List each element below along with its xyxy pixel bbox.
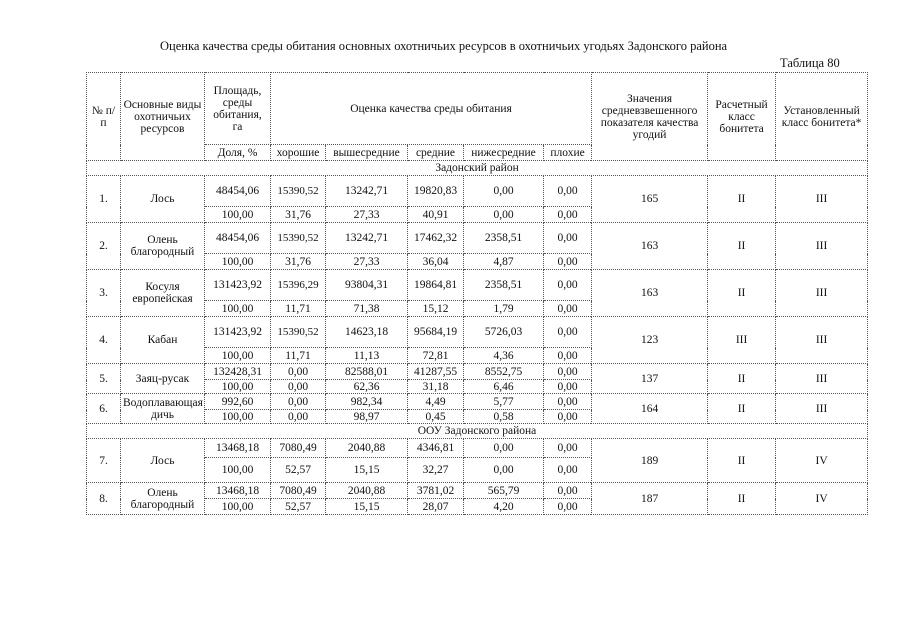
percent-value: 15,15: [326, 458, 408, 483]
table-row: [87, 223, 868, 254]
species-name: Заяц-русак: [121, 364, 205, 394]
below-value: 2358,51: [464, 223, 544, 254]
mid-value: 17462,32: [408, 223, 464, 254]
percent-value: 72,81: [408, 348, 464, 364]
row-number: 2.: [87, 223, 121, 270]
table-row: [87, 439, 868, 458]
row-number: 5.: [87, 364, 121, 394]
weighted-value: 137: [592, 364, 708, 394]
species-name: Косуля европейская: [121, 270, 205, 317]
above-value: 93804,31: [326, 270, 408, 301]
percent-value: 6,46: [464, 380, 544, 394]
percent-value: 15,12: [408, 301, 464, 317]
percent-value: 100,00: [205, 458, 271, 483]
set-class: III: [776, 270, 868, 317]
percent-value: 0,00: [464, 207, 544, 223]
table-row: [87, 176, 868, 207]
mid-value: 19820,83: [408, 176, 464, 207]
percent-value: 4,36: [464, 348, 544, 364]
area-value: 13468,18: [205, 439, 271, 458]
row-number: 8.: [87, 483, 121, 515]
species-name: Олень благородный: [121, 483, 205, 515]
row-number: 6.: [87, 394, 121, 424]
good-value: 7080,49: [271, 439, 326, 458]
percent-value: 0,00: [544, 458, 592, 483]
row-number: 4.: [87, 317, 121, 364]
percent-value: 71,38: [326, 301, 408, 317]
bad-value: 0,00: [544, 223, 592, 254]
header-area: Площадь, среды обитания, га: [205, 73, 271, 145]
above-value: 82588,01: [326, 364, 408, 380]
weighted-value: 163: [592, 223, 708, 270]
percent-value: 0,00: [544, 380, 592, 394]
header-weighted: Значения средневзвешенного показателя качества угодий: [592, 73, 708, 161]
good-value: 15396,29: [271, 270, 326, 301]
mid-value: 19864,81: [408, 270, 464, 301]
percent-value: 11,71: [271, 348, 326, 364]
percent-value: 40,91: [408, 207, 464, 223]
bad-value: 0,00: [544, 483, 592, 499]
percent-value: 0,00: [544, 254, 592, 270]
bad-value: 0,00: [544, 317, 592, 348]
area-value: 48454,06: [205, 176, 271, 207]
set-class: III: [776, 364, 868, 394]
set-class: IV: [776, 483, 868, 515]
header-set-class: Установленный класс бонитета*: [776, 73, 868, 161]
area-value: 132428,31: [205, 364, 271, 380]
species-name: Лось: [121, 439, 205, 483]
table-row: [87, 317, 868, 348]
header-above: вышесредние: [326, 145, 408, 161]
percent-value: 0,00: [544, 499, 592, 515]
good-value: 0,00: [271, 364, 326, 380]
habitat-quality-table: [86, 72, 868, 515]
set-class: III: [776, 223, 868, 270]
percent-value: 27,33: [326, 254, 408, 270]
section-title: ООУ Задонского района: [87, 424, 868, 439]
species-name: Олень благородный: [121, 223, 205, 270]
species-name: Водоплавающая дичь: [121, 394, 205, 424]
section-row: [87, 161, 868, 176]
mid-value: 4346,81: [408, 439, 464, 458]
table-number: Таблица 80: [780, 56, 840, 70]
mid-value: 3781,02: [408, 483, 464, 499]
good-value: 15390,52: [271, 223, 326, 254]
calc-class: II: [708, 176, 776, 223]
above-value: 14623,18: [326, 317, 408, 348]
header-mid: средние: [408, 145, 464, 161]
bad-value: 0,00: [544, 270, 592, 301]
header-good: хорошие: [271, 145, 326, 161]
good-value: 7080,49: [271, 483, 326, 499]
percent-value: 100,00: [205, 410, 271, 424]
area-value: 48454,06: [205, 223, 271, 254]
mid-value: 95684,19: [408, 317, 464, 348]
percent-value: 0,45: [408, 410, 464, 424]
percent-value: 11,71: [271, 301, 326, 317]
percent-value: 0,00: [544, 348, 592, 364]
percent-value: 62,36: [326, 380, 408, 394]
percent-value: 100,00: [205, 499, 271, 515]
above-value: 13242,71: [326, 176, 408, 207]
percent-value: 0,00: [271, 380, 326, 394]
percent-value: 100,00: [205, 348, 271, 364]
set-class: IV: [776, 439, 868, 483]
calc-class: II: [708, 223, 776, 270]
below-value: 0,00: [464, 176, 544, 207]
percent-value: 100,00: [205, 254, 271, 270]
percent-value: 32,27: [408, 458, 464, 483]
bad-value: 0,00: [544, 439, 592, 458]
percent-value: 98,97: [326, 410, 408, 424]
area-value: 13468,18: [205, 483, 271, 499]
weighted-value: 187: [592, 483, 708, 515]
percent-value: 4,20: [464, 499, 544, 515]
table-row: [87, 270, 868, 301]
weighted-value: 189: [592, 439, 708, 483]
weighted-value: 164: [592, 394, 708, 424]
percent-value: 36,04: [408, 254, 464, 270]
good-value: 0,00: [271, 394, 326, 410]
header-below: нижесредние: [464, 145, 544, 161]
header-calc-class: Расчетный класс бонитета: [708, 73, 776, 161]
header-num: № п/п: [87, 73, 121, 161]
row-number: 1.: [87, 176, 121, 223]
below-value: 5,77: [464, 394, 544, 410]
table-row: [87, 394, 868, 410]
weighted-value: 163: [592, 270, 708, 317]
calc-class: II: [708, 364, 776, 394]
percent-value: 11,13: [326, 348, 408, 364]
percent-value: 15,15: [326, 499, 408, 515]
below-value: 5726,03: [464, 317, 544, 348]
percent-value: 31,18: [408, 380, 464, 394]
good-value: 15390,52: [271, 317, 326, 348]
area-value: 992,60: [205, 394, 271, 410]
species-name: Лось: [121, 176, 205, 223]
bad-value: 0,00: [544, 176, 592, 207]
percent-value: 100,00: [205, 207, 271, 223]
percent-value: 1,79: [464, 301, 544, 317]
below-value: 565,79: [464, 483, 544, 499]
section-title: Задонский район: [87, 161, 868, 176]
calc-class: II: [708, 439, 776, 483]
calc-class: II: [708, 394, 776, 424]
bad-value: 0,00: [544, 364, 592, 380]
percent-value: 0,00: [544, 410, 592, 424]
above-value: 13242,71: [326, 223, 408, 254]
calc-class: II: [708, 483, 776, 515]
area-value: 131423,92: [205, 270, 271, 301]
percent-value: 31,76: [271, 207, 326, 223]
percent-value: 100,00: [205, 380, 271, 394]
header-quality: Оценка качества среды обитания: [271, 73, 592, 145]
percent-value: 0,00: [544, 207, 592, 223]
below-value: 8552,75: [464, 364, 544, 380]
percent-value: 0,00: [271, 410, 326, 424]
header-species: Основные виды охотничьих ресурсов: [121, 73, 205, 161]
header-bad: плохие: [544, 145, 592, 161]
table-caption: Оценка качества среды обитания основных охотничьих ресурсов в охотничьих угодьях Задонского района: [160, 39, 728, 53]
area-value: 131423,92: [205, 317, 271, 348]
percent-value: 28,07: [408, 499, 464, 515]
above-value: 2040,88: [326, 439, 408, 458]
percent-value: 0,58: [464, 410, 544, 424]
percent-value: 4,87: [464, 254, 544, 270]
header-share: Доля, %: [205, 145, 271, 161]
percent-value: 0,00: [464, 458, 544, 483]
row-number: 3.: [87, 270, 121, 317]
bad-value: 0,00: [544, 394, 592, 410]
table-row: [87, 364, 868, 380]
percent-value: 0,00: [544, 301, 592, 317]
percent-value: 100,00: [205, 301, 271, 317]
set-class: III: [776, 394, 868, 424]
above-value: 2040,88: [326, 483, 408, 499]
set-class: III: [776, 317, 868, 364]
percent-value: 52,57: [271, 458, 326, 483]
mid-value: 4,49: [408, 394, 464, 410]
calc-class: II: [708, 270, 776, 317]
section-row: [87, 424, 868, 439]
table-row: [87, 483, 868, 499]
below-value: 0,00: [464, 439, 544, 458]
below-value: 2358,51: [464, 270, 544, 301]
calc-class: III: [708, 317, 776, 364]
species-name: Кабан: [121, 317, 205, 364]
above-value: 982,34: [326, 394, 408, 410]
percent-value: 52,57: [271, 499, 326, 515]
percent-value: 31,76: [271, 254, 326, 270]
weighted-value: 123: [592, 317, 708, 364]
good-value: 15390,52: [271, 176, 326, 207]
weighted-value: 165: [592, 176, 708, 223]
percent-value: 27,33: [326, 207, 408, 223]
mid-value: 41287,55: [408, 364, 464, 380]
row-number: 7.: [87, 439, 121, 483]
set-class: III: [776, 176, 868, 223]
